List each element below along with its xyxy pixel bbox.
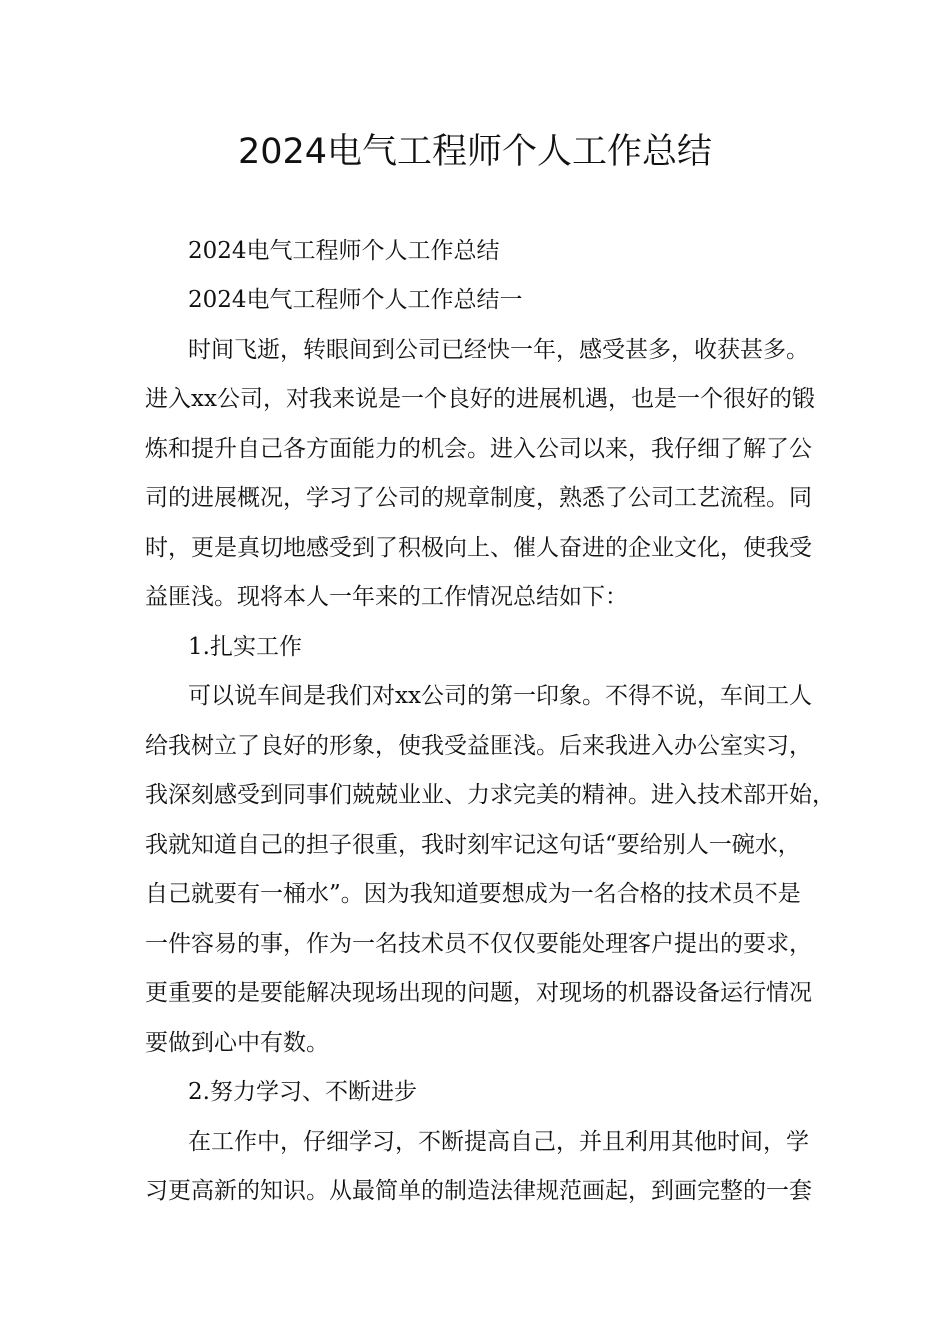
paragraph-line: 要做到心中有数。	[145, 1030, 329, 1056]
paragraph-line: 更重要的是要能解决现场出现的问题，对现场的机器设备运行情况	[145, 980, 812, 1006]
paragraph-line: 给我树立了良好的形象，使我受益匪浅。后来我进入办公室实习，	[145, 733, 812, 759]
paragraph-line: 习更高新的知识。从最简单的制造法律规范画起，到画完整的一套	[145, 1178, 812, 1204]
paragraph-line: 司的进展概况，学习了公司的规章制度，熟悉了公司工艺流程。同	[145, 485, 812, 511]
section-heading: 2024电气工程师个人工作总结一	[188, 287, 523, 313]
paragraph-line: 时，更是真切地感受到了积极向上、催人奋进的企业文化，使我受	[145, 535, 812, 561]
section-heading: 2.努力学习、不断进步	[188, 1079, 417, 1105]
paragraph-line: 我深刻感受到同事们兢兢业业、力求完美的精神。进入技术部开始，	[145, 782, 835, 808]
paragraph-line: 进入xx公司，对我来说是一个良好的进展机遇，也是一个很好的锻	[145, 386, 815, 412]
section-heading: 1.扎实工作	[188, 634, 302, 660]
paragraph-line: 一件容易的事，作为一名技术员不仅仅要能处理客户提出的要求，	[145, 931, 812, 957]
document-title: 2024电气工程师个人工作总结	[237, 132, 713, 172]
paragraph-line: 可以说车间是我们对xx公司的第一印象。不得不说，车间工人	[188, 683, 812, 709]
paragraph-line: 在工作中，仔细学习，不断提高自己，并且利用其他时间，学	[188, 1129, 809, 1155]
paragraph-line: 我就知道自己的担子很重，我时刻牢记这句话“要给别人一碗水，	[145, 832, 801, 858]
paragraph-line: 益匪浅。现将本人一年来的工作情况总结如下：	[145, 584, 628, 610]
paragraph-line: 时间飞逝，转眼间到公司已经快一年，感受甚多，收获甚多。	[188, 337, 809, 363]
paragraph-line: 自己就要有一桶水”。因为我知道要想成为一名合格的技术员不是	[145, 881, 801, 907]
paragraph-line: 炼和提升自己各方面能力的机会。进入公司以来，我仔细了解了公	[145, 436, 812, 462]
subtitle-line: 2024电气工程师个人工作总结	[188, 238, 500, 264]
